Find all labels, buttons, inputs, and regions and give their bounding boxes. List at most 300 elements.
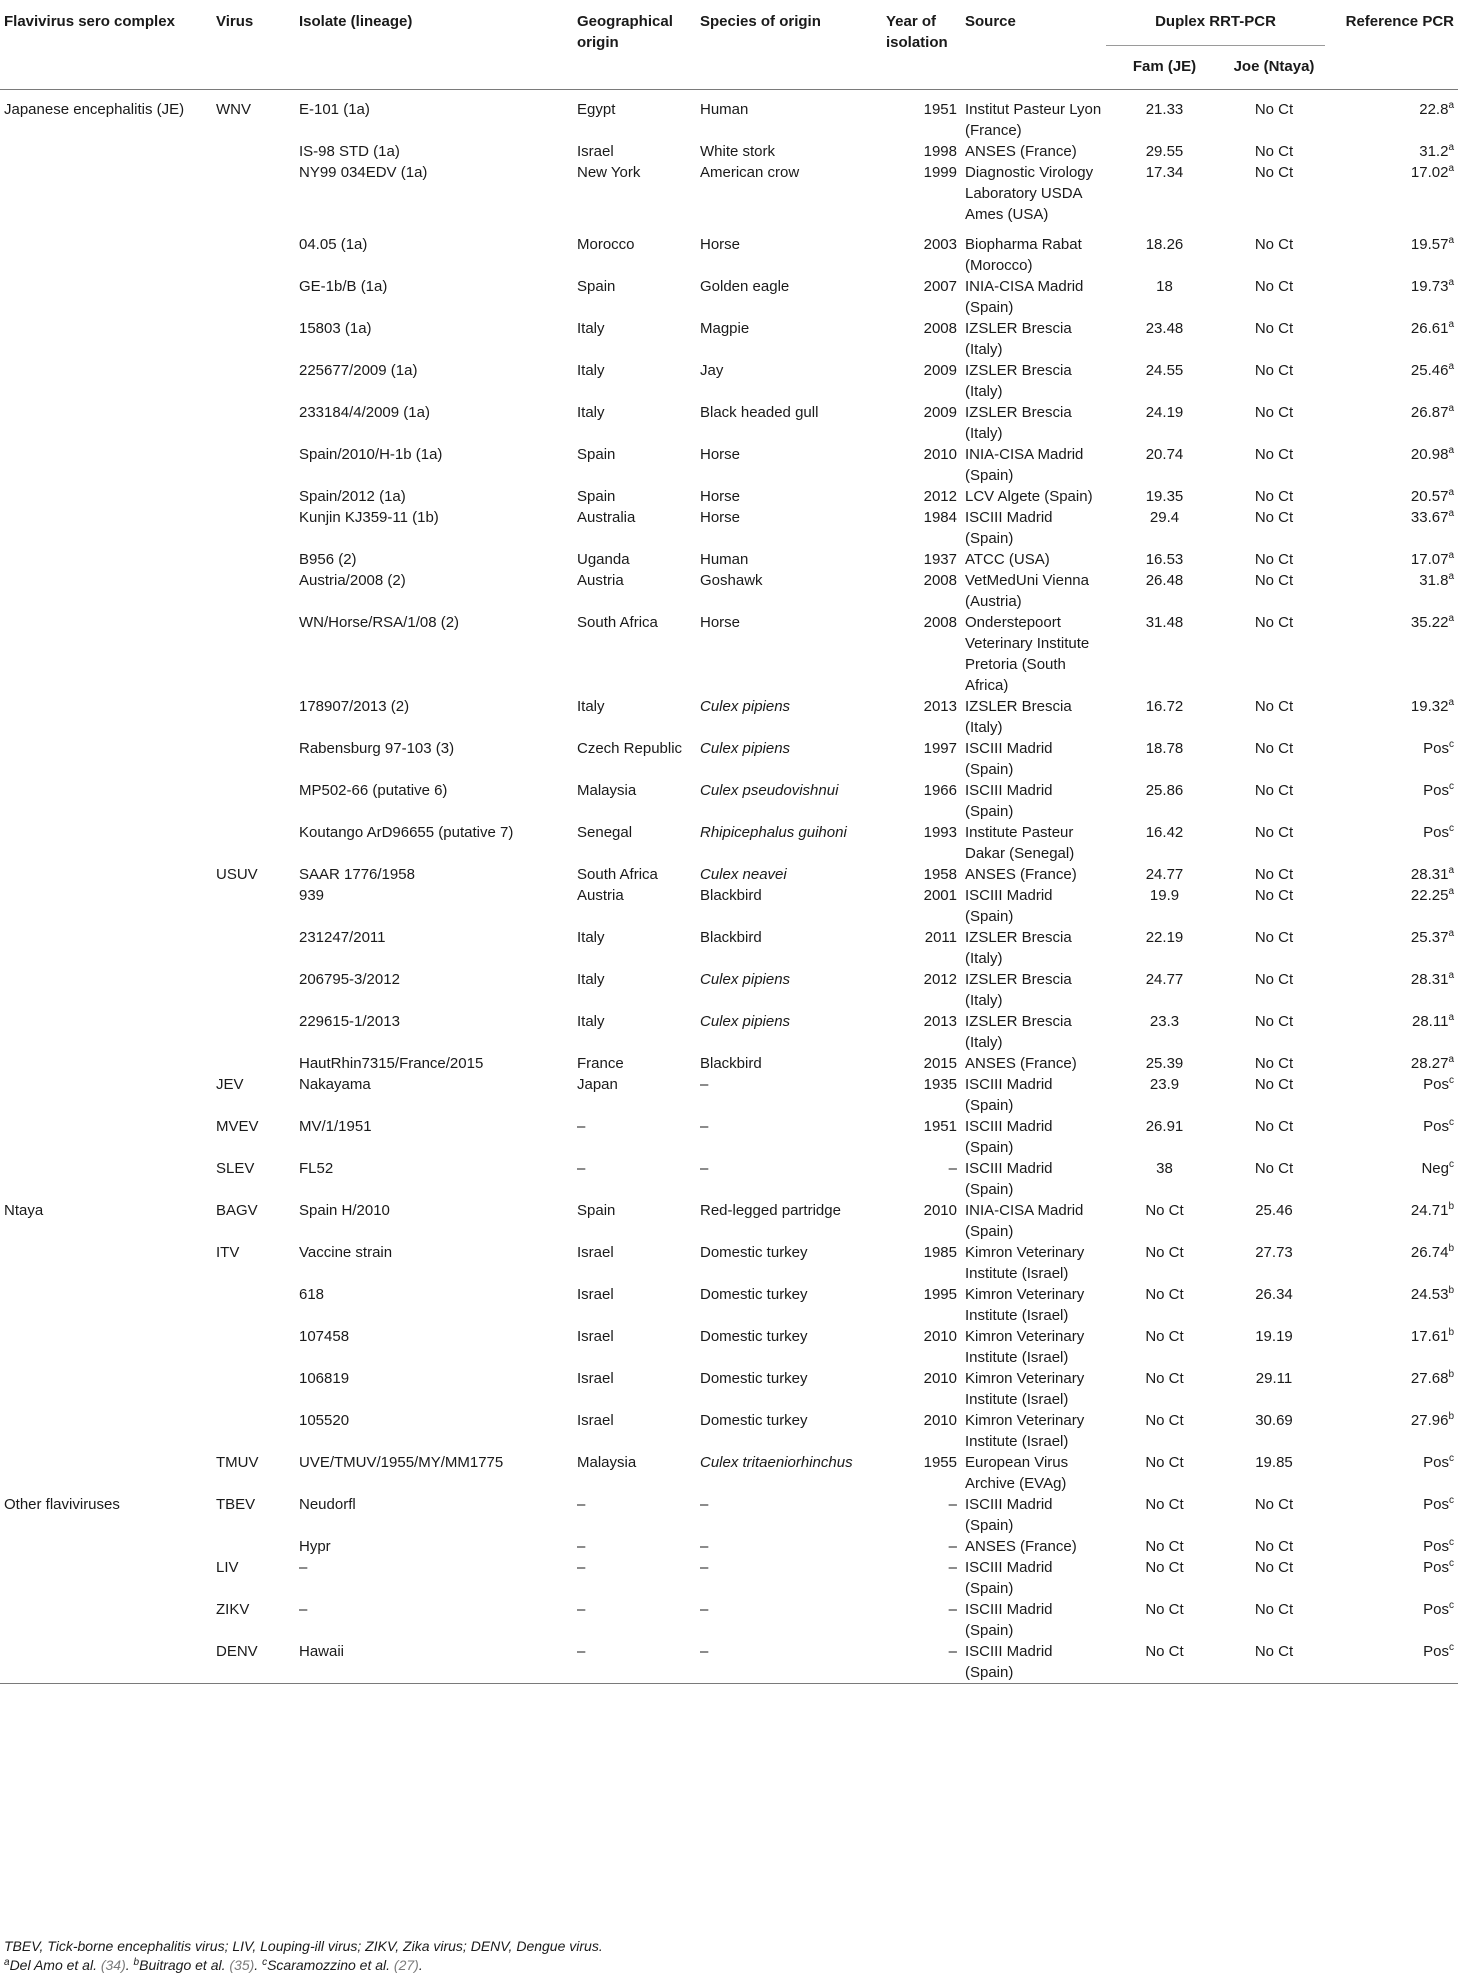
cell-fam: 26.91 xyxy=(1145,1117,1184,1135)
cell-species: Horse xyxy=(700,613,741,631)
ref-footnote-mark: a xyxy=(1448,318,1454,330)
cell-complex: Other flaviviruses xyxy=(4,1495,120,1513)
cell-ref xyxy=(1325,822,1458,864)
cell-year: 2010 xyxy=(923,1327,957,1345)
cell-geo: South Africa xyxy=(577,865,658,883)
cell-joe: No Ct xyxy=(1254,1495,1294,1513)
cell-ref xyxy=(1325,318,1458,360)
cell-isolate: UVE/TMUV/1955/MY/MM1775 xyxy=(299,1453,504,1471)
cell-year: 2010 xyxy=(923,1201,957,1219)
table-row xyxy=(0,1557,1458,1599)
cell-virus: USUV xyxy=(216,865,258,883)
ref-value: Pos xyxy=(1423,1600,1449,1618)
table-row xyxy=(0,507,1458,549)
cell-ref xyxy=(1325,1641,1458,1684)
ref-footnote-mark: c xyxy=(1449,738,1454,750)
cell-ref xyxy=(1325,738,1458,780)
cell-geo: Malaysia xyxy=(577,1453,637,1471)
cell-source: ISCIII Madrid (Spain) xyxy=(965,1558,1053,1597)
cell-year: 1951 xyxy=(882,89,961,141)
ref-value: 20.57 xyxy=(1410,487,1449,505)
cell-virus xyxy=(212,1053,295,1074)
ref-value: Pos xyxy=(1423,1495,1449,1513)
cell-source: ISCIII Madrid (Spain) xyxy=(965,1159,1053,1198)
cell-fam: 19.35 xyxy=(1145,487,1184,505)
cell-geo: – xyxy=(577,1159,586,1177)
cell-species: Horse xyxy=(700,235,741,253)
cell-year: 2010 xyxy=(923,445,957,463)
cell-complex xyxy=(0,1116,212,1158)
cell-year: 1955 xyxy=(923,1453,957,1471)
ref-value: 35.22 xyxy=(1410,613,1449,631)
ref-value: 28.31 xyxy=(1410,865,1449,883)
cell-species xyxy=(696,864,882,885)
cell-year: 1951 xyxy=(923,1117,957,1135)
ref-value: Pos xyxy=(1423,1075,1449,1093)
cell-joe: No Ct xyxy=(1254,1537,1294,1555)
cell-virus xyxy=(212,738,295,780)
cell-geo: Australia xyxy=(577,508,636,526)
table-row xyxy=(0,1599,1458,1641)
table-row xyxy=(0,1641,1458,1684)
cell-joe: No Ct xyxy=(1254,886,1294,904)
ref-value: Pos xyxy=(1423,823,1449,841)
cell-geo: Italy xyxy=(577,697,605,715)
cell-complex xyxy=(0,234,212,276)
cell-year: 2015 xyxy=(923,1054,957,1072)
ref-footnote-mark: b xyxy=(1448,1326,1454,1338)
cell-year: 2008 xyxy=(923,613,957,631)
table-row xyxy=(0,486,1458,507)
footnote-mark-c: c xyxy=(262,1957,268,1968)
ref-footnote-mark: c xyxy=(1449,1494,1454,1506)
footnote-references: $^a$Del Amo et al. (34). $^b$Buitrago et al. (35). $^c$Scaramozzino et al. (27). xyxy=(4,1957,423,1973)
cell-ref xyxy=(1325,1011,1458,1053)
footnote-a-ref[interactable]: (34) xyxy=(100,1957,126,1973)
ref-footnote-mark: c xyxy=(1449,1158,1454,1170)
cell-complex xyxy=(0,1599,212,1641)
cell-virus xyxy=(212,1011,295,1053)
table-row xyxy=(0,885,1458,927)
ref-footnote-mark: a xyxy=(1448,570,1454,582)
cell-isolate: Rabensburg 97-103 (3) xyxy=(299,739,455,757)
species-name: Culex pipiens xyxy=(700,697,791,715)
ref-value: 25.37 xyxy=(1410,928,1449,946)
cell-year: 1998 xyxy=(923,142,957,160)
cell-ref xyxy=(1325,885,1458,927)
cell-ref xyxy=(1325,864,1458,885)
cell-complex xyxy=(0,402,212,444)
cell-joe: No Ct xyxy=(1223,1641,1325,1684)
cell-species: Human xyxy=(696,89,882,141)
cell-ref xyxy=(1325,969,1458,1011)
cell-complex xyxy=(0,1536,212,1557)
cell-isolate: – xyxy=(299,1558,308,1576)
cell-year: 2001 xyxy=(923,886,957,904)
cell-species: Domestic turkey xyxy=(700,1243,808,1261)
cell-ref xyxy=(1325,360,1458,402)
table-row xyxy=(0,927,1458,969)
ref-footnote-mark: a xyxy=(1448,696,1454,708)
footnote-b-ref[interactable]: (35) xyxy=(229,1957,255,1973)
ref-value: 31.8 xyxy=(1419,571,1449,589)
table-row xyxy=(0,402,1458,444)
cell-fam: No Ct xyxy=(1106,1641,1223,1684)
cell-year: 2011 xyxy=(924,928,957,946)
cell-species: Golden eagle xyxy=(700,277,790,295)
table-row xyxy=(0,780,1458,822)
cell-complex xyxy=(0,549,212,570)
cell-species: – xyxy=(700,1558,709,1576)
cell-joe: No Ct xyxy=(1254,163,1294,181)
table-row xyxy=(0,1011,1458,1053)
footnote-b-text: Buitrago et al. xyxy=(139,1957,230,1973)
cell-source: ANSES (France) xyxy=(965,142,1077,160)
ref-footnote-mark: b xyxy=(1448,1284,1454,1296)
ref-value: 24.71 xyxy=(1410,1201,1449,1219)
species-name: Culex pipiens xyxy=(700,1012,791,1030)
cell-geo: Uganda xyxy=(577,550,630,568)
cell-fam: No Ct xyxy=(1145,1369,1184,1387)
table-row xyxy=(0,612,1458,696)
cell-year: 2007 xyxy=(923,277,957,295)
cell-source: Diagnostic Virology Laboratory USDA Ames (USA) xyxy=(965,163,1094,223)
ref-value: 28.11 xyxy=(1412,1012,1449,1030)
ref-footnote-mark: c xyxy=(1449,780,1454,792)
cell-joe: 29.11 xyxy=(1255,1369,1293,1387)
cell-year: 1966 xyxy=(923,781,957,799)
cell-geo: Italy xyxy=(577,319,605,337)
cell-year: 2013 xyxy=(923,1012,957,1030)
ref-footnote-mark: c xyxy=(1449,1599,1454,1611)
cell-ref xyxy=(1325,89,1458,141)
cell-ref xyxy=(1325,1368,1458,1410)
cell-isolate: – xyxy=(299,1600,308,1618)
cell-geo: Spain xyxy=(577,445,616,463)
cell-joe: 30.69 xyxy=(1255,1411,1293,1429)
cell-fam: 24.77 xyxy=(1145,970,1184,988)
cell-ref xyxy=(1325,234,1458,276)
cell-ref xyxy=(1325,1116,1458,1158)
ref-value: 19.32 xyxy=(1410,697,1449,715)
cell-source: VetMedUni Vienna (Austria) xyxy=(965,571,1089,610)
ref-footnote-mark: a xyxy=(1448,1011,1454,1023)
cell-fam: 25.86 xyxy=(1145,781,1184,799)
cell-fam: No Ct xyxy=(1145,1453,1184,1471)
table-row xyxy=(0,864,1458,885)
cell-virus xyxy=(212,486,295,507)
table-row xyxy=(0,1200,1458,1242)
cell-isolate: B956 (2) xyxy=(299,550,357,568)
ref-value: 33.67 xyxy=(1410,508,1449,526)
cell-isolate: NY99 034EDV (1a) xyxy=(299,163,428,181)
cell-virus xyxy=(212,969,295,1011)
ref-footnote-mark: a xyxy=(1448,402,1454,414)
cell-joe: No Ct xyxy=(1254,445,1294,463)
cell-complex xyxy=(0,1074,212,1116)
cell-ref xyxy=(1325,1074,1458,1116)
cell-complex xyxy=(0,507,212,549)
cell-source: IZSLER Brescia (Italy) xyxy=(965,319,1072,358)
table-row xyxy=(0,318,1458,360)
cell-complex xyxy=(0,318,212,360)
ref-value: 25.46 xyxy=(1410,361,1449,379)
cell-fam: 18.26 xyxy=(1145,235,1184,253)
cell-isolate: 229615-1/2013 xyxy=(299,1012,400,1030)
cell-isolate: MV/1/1951 xyxy=(299,1117,372,1135)
cell-virus xyxy=(212,234,295,276)
ref-footnote-mark: c xyxy=(1449,1116,1454,1128)
cell-geo: Italy xyxy=(577,970,605,988)
table-row xyxy=(0,444,1458,486)
cell-fam: No Ct xyxy=(1145,1327,1184,1345)
cell-ref xyxy=(1325,1536,1458,1557)
cell-species: – xyxy=(700,1600,709,1618)
cell-joe: No Ct xyxy=(1254,697,1294,715)
cell-source: ISCIII Madrid (Spain) xyxy=(965,1495,1053,1534)
ref-value: 22.8 xyxy=(1419,100,1449,118)
cell-virus: TMUV xyxy=(216,1453,259,1471)
cell-source: Onderstepoort Veterinary Institute Pretoria (South Africa) xyxy=(965,613,1090,694)
cell-year: 2008 xyxy=(923,319,957,337)
cell-virus xyxy=(212,927,295,969)
species-name: Rhipicephalus guihoni xyxy=(700,823,847,841)
cell-complex: Ntaya xyxy=(4,1201,44,1219)
cell-complex xyxy=(0,1410,212,1452)
cell-complex xyxy=(0,1452,212,1494)
ref-footnote-mark: c xyxy=(1449,1557,1454,1569)
cell-virus: LIV xyxy=(216,1558,239,1576)
cell-geo: – xyxy=(577,1600,586,1618)
cell-joe: No Ct xyxy=(1254,235,1294,253)
header-fam: Fam (JE) xyxy=(1106,45,1223,89)
cell-year: – xyxy=(948,1558,957,1576)
cell-joe: No Ct xyxy=(1254,970,1294,988)
species-name: Culex tritaeniorhinchus xyxy=(700,1453,853,1471)
ref-footnote-mark: a xyxy=(1448,360,1454,372)
cell-joe: No Ct xyxy=(1223,89,1325,141)
cell-source: ISCIII Madrid (Spain) xyxy=(965,886,1053,925)
cell-ref xyxy=(1325,612,1458,696)
cell-fam: 25.39 xyxy=(1145,1054,1184,1072)
cell-geo: France xyxy=(577,1054,624,1072)
cell-ref xyxy=(1325,486,1458,507)
cell-isolate: Spain H/2010 xyxy=(299,1201,390,1219)
table-row xyxy=(0,162,1458,234)
cell-ref xyxy=(1325,444,1458,486)
cell-fam: No Ct xyxy=(1145,1411,1184,1429)
ref-value: 27.96 xyxy=(1410,1411,1449,1429)
ref-footnote-mark: a xyxy=(1448,969,1454,981)
header-isolate: Isolate (lineage) xyxy=(295,0,573,89)
cell-joe: 27.73 xyxy=(1255,1243,1293,1261)
cell-virus: SLEV xyxy=(216,1159,255,1177)
cell-complex xyxy=(0,162,212,234)
cell-virus xyxy=(212,162,295,234)
cell-geo: Spain xyxy=(577,487,616,505)
cell-species: – xyxy=(700,1117,709,1135)
table-row xyxy=(0,1158,1458,1200)
cell-complex xyxy=(0,822,212,864)
cell-year: 1999 xyxy=(923,163,957,181)
cell-year: 1995 xyxy=(923,1285,957,1303)
cell-isolate: 15803 (1a) xyxy=(299,319,372,337)
cell-joe: No Ct xyxy=(1254,403,1294,421)
cell-year: 1958 xyxy=(923,865,957,883)
cell-geo: Malaysia xyxy=(577,781,637,799)
cell-geo: Israel xyxy=(577,1369,614,1387)
cell-geo: New York xyxy=(577,163,641,181)
cell-fam: 16.42 xyxy=(1145,823,1184,841)
cell-virus xyxy=(212,1536,295,1557)
ref-footnote-mark: a xyxy=(1448,927,1454,939)
ref-value: 19.73 xyxy=(1410,277,1449,295)
cell-virus xyxy=(212,570,295,612)
table-row xyxy=(0,1410,1458,1452)
cell-isolate: 618 xyxy=(299,1285,325,1303)
cell-source: IZSLER Brescia (Italy) xyxy=(965,1012,1072,1051)
ref-footnote-mark: a xyxy=(1448,885,1454,897)
cell-geo: – xyxy=(577,1558,586,1576)
cell-fam: 29.4 xyxy=(1149,508,1180,526)
ref-footnote-mark: a xyxy=(1448,99,1454,111)
table-row xyxy=(0,570,1458,612)
ref-value: 26.74 xyxy=(1410,1243,1449,1261)
cell-species xyxy=(696,780,882,822)
cell-fam: 24.55 xyxy=(1145,361,1184,379)
cell-source: Biopharma Rabat (Morocco) xyxy=(965,235,1082,274)
table-row xyxy=(0,1242,1458,1284)
ref-value: 17.07 xyxy=(1410,550,1449,568)
cell-isolate: Spain/2010/H-1b (1a) xyxy=(299,445,443,463)
cell-source: ANSES (France) xyxy=(965,1054,1077,1072)
cell-isolate: 231247/2011 xyxy=(299,928,386,946)
ref-value: 26.61 xyxy=(1410,319,1449,337)
ref-footnote-mark: c xyxy=(1449,1536,1454,1548)
species-name: Culex pseudovishnui xyxy=(700,781,839,799)
cell-fam: No Ct xyxy=(1145,1495,1184,1513)
cell-species: – xyxy=(700,1159,709,1177)
ref-footnote-mark: a xyxy=(1448,141,1454,153)
cell-isolate: 04.05 (1a) xyxy=(299,235,368,253)
cell-virus: ZIKV xyxy=(216,1600,250,1618)
cell-source: Kimron Veterinary Institute (Israel) xyxy=(965,1327,1085,1366)
cell-year: 1993 xyxy=(923,823,957,841)
ref-value: Pos xyxy=(1423,1117,1449,1135)
cell-ref xyxy=(1325,1242,1458,1284)
cell-year: 1935 xyxy=(923,1075,957,1093)
ref-footnote-mark: a xyxy=(1448,612,1454,624)
ref-value: Pos xyxy=(1423,1642,1449,1660)
ref-footnote-mark: b xyxy=(1448,1410,1454,1422)
cell-virus xyxy=(212,1284,295,1326)
cell-virus xyxy=(212,360,295,402)
cell-year: 2010 xyxy=(923,1411,957,1429)
cell-joe: No Ct xyxy=(1254,550,1294,568)
cell-geo: Italy xyxy=(577,361,605,379)
cell-complex xyxy=(0,570,212,612)
cell-source: ISCIII Madrid (Spain) xyxy=(965,1117,1053,1156)
cell-geo: Israel xyxy=(577,1243,614,1261)
cell-geo: Spain xyxy=(577,1201,616,1219)
cell-species: American crow xyxy=(700,163,800,181)
footnote-mark-a: a xyxy=(4,1957,10,1968)
cell-geo: Israel xyxy=(577,1285,614,1303)
cell-complex xyxy=(0,885,212,927)
cell-species: Domestic turkey xyxy=(700,1369,808,1387)
cell-species: – xyxy=(696,1641,882,1684)
cell-ref xyxy=(1325,1557,1458,1599)
cell-ref xyxy=(1325,276,1458,318)
cell-species xyxy=(696,696,882,738)
table-row xyxy=(0,1116,1458,1158)
cell-complex xyxy=(0,864,212,885)
footnote-c-ref[interactable]: (27) xyxy=(393,1957,419,1973)
cell-fam: No Ct xyxy=(1145,1558,1184,1576)
ref-value: Pos xyxy=(1423,739,1449,757)
cell-source: ISCIII Madrid (Spain) xyxy=(965,1075,1053,1114)
cell-fam: 21.33 xyxy=(1106,89,1223,141)
cell-isolate: Nakayama xyxy=(299,1075,371,1093)
cell-isolate: Neudorfl xyxy=(299,1495,356,1513)
cell-joe: No Ct xyxy=(1254,1117,1294,1135)
cell-geo: Austria xyxy=(577,571,624,589)
cell-ref xyxy=(1325,402,1458,444)
cell-fam: 18 xyxy=(1156,277,1173,295)
table-row xyxy=(0,1536,1458,1557)
cell-complex xyxy=(0,444,212,486)
cell-species: Blackbird xyxy=(700,886,762,904)
header-year: Year of isolation xyxy=(882,0,961,89)
cell-joe: No Ct xyxy=(1254,781,1294,799)
cell-source: INIA-CISA Madrid (Spain) xyxy=(965,445,1084,484)
cell-joe: No Ct xyxy=(1254,571,1294,589)
species-name: Culex pipiens xyxy=(700,970,791,988)
cell-virus xyxy=(212,780,295,822)
cell-species: Domestic turkey xyxy=(700,1411,808,1429)
table-row xyxy=(0,1053,1458,1074)
cell-ref xyxy=(1325,162,1458,234)
cell-isolate: 178907/2013 (2) xyxy=(299,697,410,715)
cell-isolate: Spain/2012 (1a) xyxy=(299,487,406,505)
cell-fam: 19.9 xyxy=(1149,886,1180,904)
cell-joe: No Ct xyxy=(1254,508,1294,526)
cell-complex xyxy=(0,1641,212,1684)
ref-value: 20.98 xyxy=(1410,445,1449,463)
cell-geo: Israel xyxy=(577,1411,614,1429)
cell-species: Jay xyxy=(700,361,724,379)
table-row xyxy=(0,89,1458,141)
header-duplex: Duplex RRT-PCR xyxy=(1106,0,1325,45)
cell-joe: No Ct xyxy=(1254,613,1294,631)
cell-complex xyxy=(0,612,212,696)
cell-year: 2003 xyxy=(923,235,957,253)
cell-virus xyxy=(212,141,295,162)
cell-complex xyxy=(0,276,212,318)
cell-geo: Israel xyxy=(577,1327,614,1345)
cell-complex xyxy=(0,738,212,780)
cell-virus xyxy=(212,1368,295,1410)
cell-joe: 25.46 xyxy=(1255,1201,1293,1219)
cell-complex xyxy=(0,360,212,402)
cell-virus xyxy=(212,549,295,570)
cell-source: Kimron Veterinary Institute (Israel) xyxy=(965,1411,1085,1450)
ref-value: 17.02 xyxy=(1410,163,1449,181)
cell-isolate: WN/Horse/RSA/1/08 (2) xyxy=(299,613,460,631)
cell-virus xyxy=(212,444,295,486)
cell-virus: ITV xyxy=(216,1243,240,1261)
cell-source: Kimron Veterinary Institute (Israel) xyxy=(965,1369,1085,1408)
